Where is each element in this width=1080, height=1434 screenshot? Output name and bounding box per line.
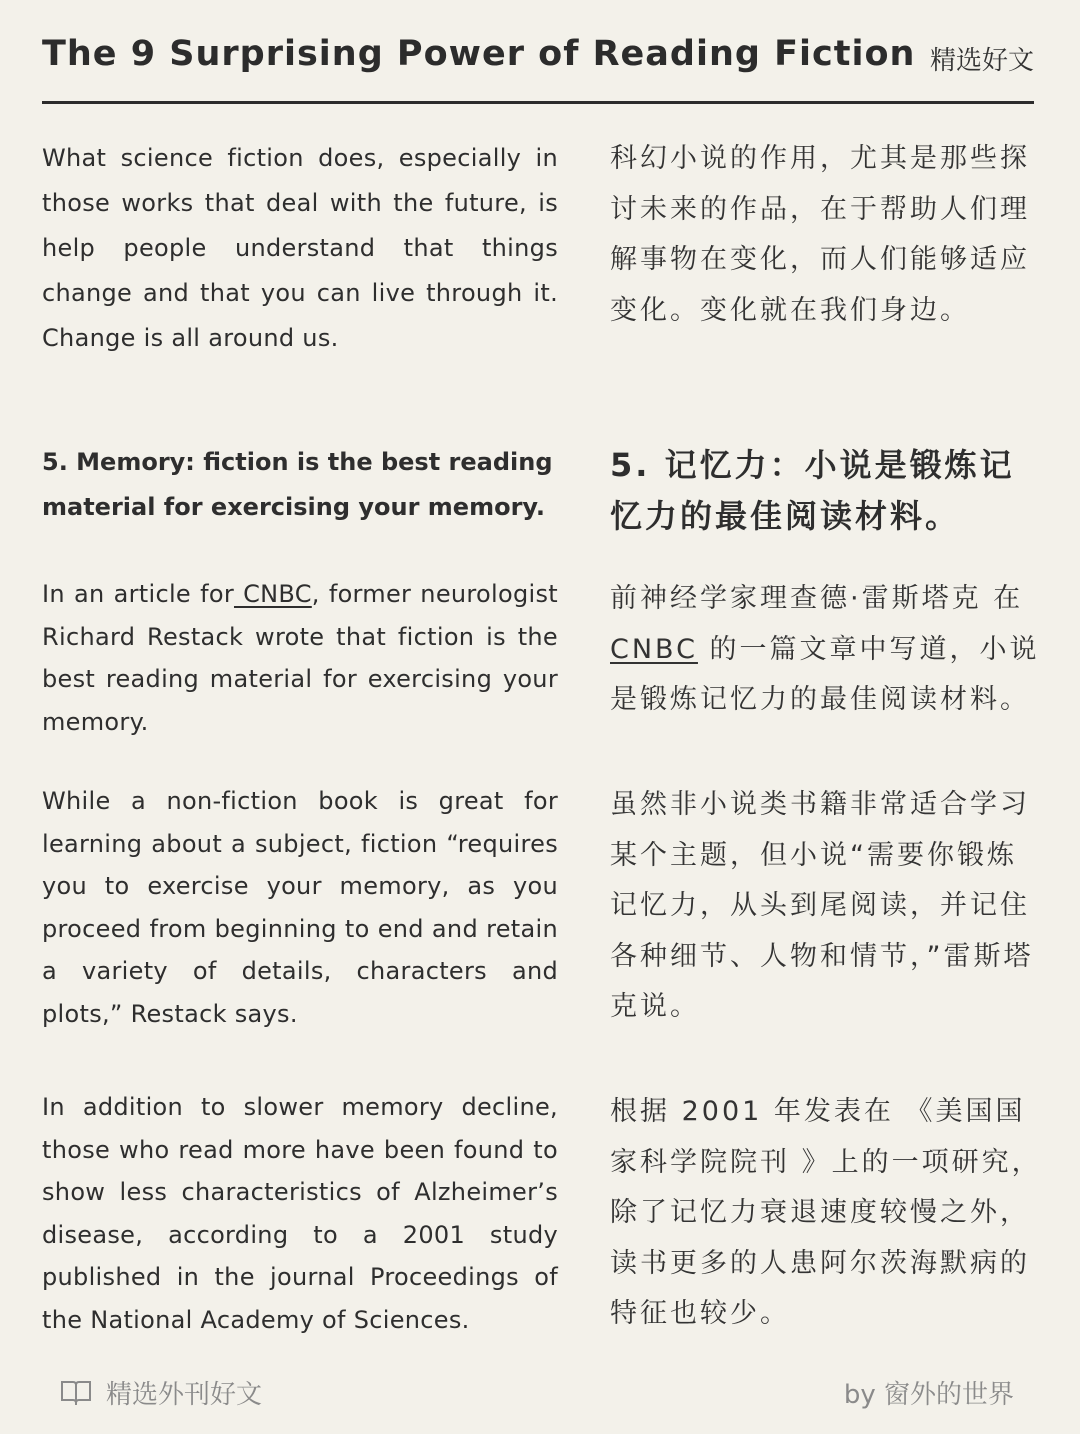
paragraph-1-en-text-b: , former neurologist Richard Restack wrote that fiction is the best reading material for exercising your memory. [42, 580, 558, 736]
paragraph-3-en: In addition to slower memory decline, those who read more have been found to show less characteristics of Alzheimer’s disease, according to a 2001 study published in the journal Proceedings of the National Academy of Sciences. [42, 1093, 558, 1334]
book-open-icon [60, 1378, 92, 1406]
header-tag: 精选好文 [929, 46, 1034, 76]
header [42, 30, 1034, 104]
intro-paragraph-en: What science fiction does, especially in those works that deal with the future, is help people understand that things change and that you can live through it. Change is all around us. [42, 144, 558, 352]
footer-left-label: 精选外刊好文 [106, 1379, 263, 1410]
cnbc-link-zh[interactable]: CNBC [610, 633, 698, 665]
page-title: The 9 Surprising Power of Reading Fiction [42, 34, 916, 74]
intro-paragraph-zh: 科幻小说的作用，尤其是那些探讨未来的作品，在于帮助人们理解事物在变化，而人们能够适应变化。变化就在我们身边。 [610, 143, 1030, 326]
section-heading-en: 5. Memory: fiction is the best reading material for exercising your memory. [42, 448, 553, 521]
paragraph-1-en [42, 573, 558, 743]
cnbc-link-en[interactable]: CNBC [233, 580, 312, 608]
paragraph-2-en: While a non-fiction book is great for learning about a subject, fiction “requires you to exercise your memory, as you proceed from beginning to end and retain a variety of details, characters and plots,” Restack says. [42, 787, 558, 1028]
paragraph-1-en-text-a: In an article for [42, 580, 234, 608]
paragraph-1-zh-text-a: 前神经学家理查德·雷斯塔克 在 [610, 583, 1024, 614]
paragraph-1-zh [610, 574, 1046, 726]
section-heading-zh: 5. 记忆力：小说是锻炼记忆力的最佳阅读材料。 [610, 446, 1015, 535]
paragraph-3-zh: 根据 2001 年发表在 《美国国家科学院院刊 》上的一项研究，除了记忆力衰退速度较慢之外，读书更多的人患阿尔茨海默病的特征也较少。 [610, 1096, 1042, 1329]
footer-author: by 窗外的世界 [843, 1379, 1014, 1410]
paragraph-1-zh-text-b: 的一篇文章中写道，小说是锻炼记忆力的最佳阅读材料。 [610, 633, 1040, 715]
footer-right [844, 1374, 1014, 1410]
footer-left [60, 1374, 262, 1410]
paragraph-2-zh: 虽然非小说类书籍非常适合学习某个主题，但小说“需要你锻炼记忆力，从头到尾阅读，并记住各种细节、人物和情节，”雷斯塔克说。 [610, 789, 1034, 1022]
